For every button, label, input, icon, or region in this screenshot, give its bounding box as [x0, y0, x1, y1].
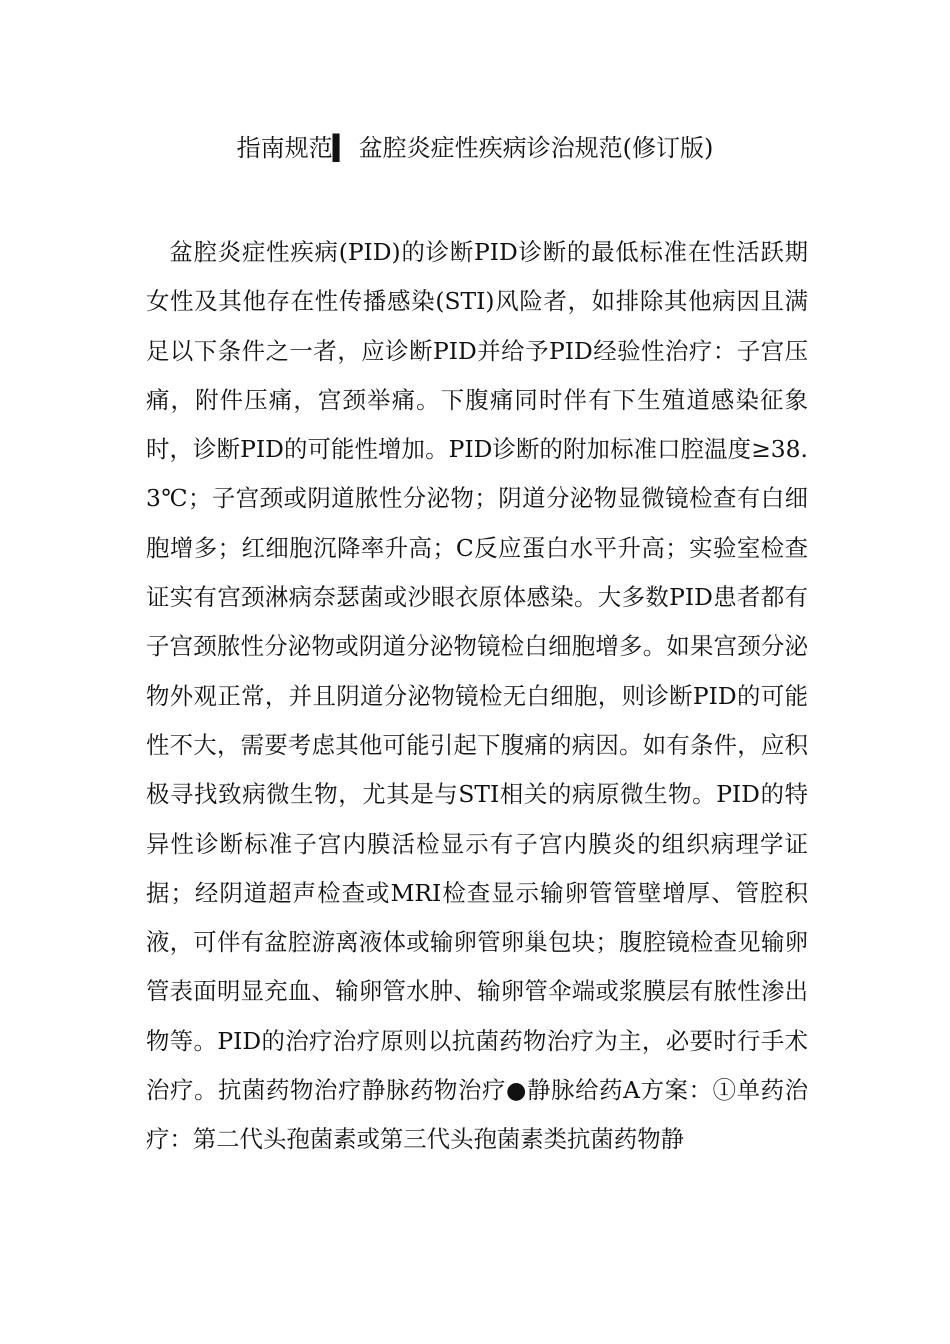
document-body-paragraph: 盆腔炎症性疾病(PID)的诊断PID诊断的最低标准在性活跃期女性及其他存在性传播感染(STI)风险者，如排除其他病因且满足以下条件之一者，应诊断PID并给予PID经验性治疗：子宫压痛，附件压痛，宫颈举痛。下腹痛同时伴有下生殖道感染征象时，诊断PID的可能性增加。PID诊断的附加标准口腔温度≥38.3℃；子宫颈或阴道脓性分泌物；阴道分泌物显微镜检查有白细胞增多；红细胞沉降率升高；C反应蛋白水平升高；实验室检查证实有宫颈淋病奈瑟菌或沙眼衣原体感染。大多数PID患者都有子宫颈脓性分泌物或阴道分泌物镜检白细胞增多。如果宫颈分泌物外观正常，并且阴道分泌物镜检无白细胞，则诊断PID的可能性不大，需要考虑其他可能引起下腹痛的病因。如有条件，应积极寻找致病微生物，尤其是与STI相关的病原微生物。PID的特异性诊断标准子宫内膜活检显示有子宫内膜炎的组织病理学证据；经阴道超声检查或MRI检查显示输卵管管壁增厚、管腔积液，可伴有盆腔游离液体或输卵管卵巢包块；腹腔镜检查见输卵管表面明显充血、输卵管水肿、输卵管伞端或浆膜层有脓性渗出物等。PID的治疗治疗原则以抗菌药物治疗为主，必要时行手术治疗。抗菌药物治疗静脉药物治疗●静脉给药A方案：①单药治疗：第二代头孢菌素或第三代头孢菌素类抗菌药物静	[146, 238, 808, 1154]
document-title: 指南规范▍ 盆腔炎症性疾病诊治规范(修订版)	[236, 134, 714, 162]
